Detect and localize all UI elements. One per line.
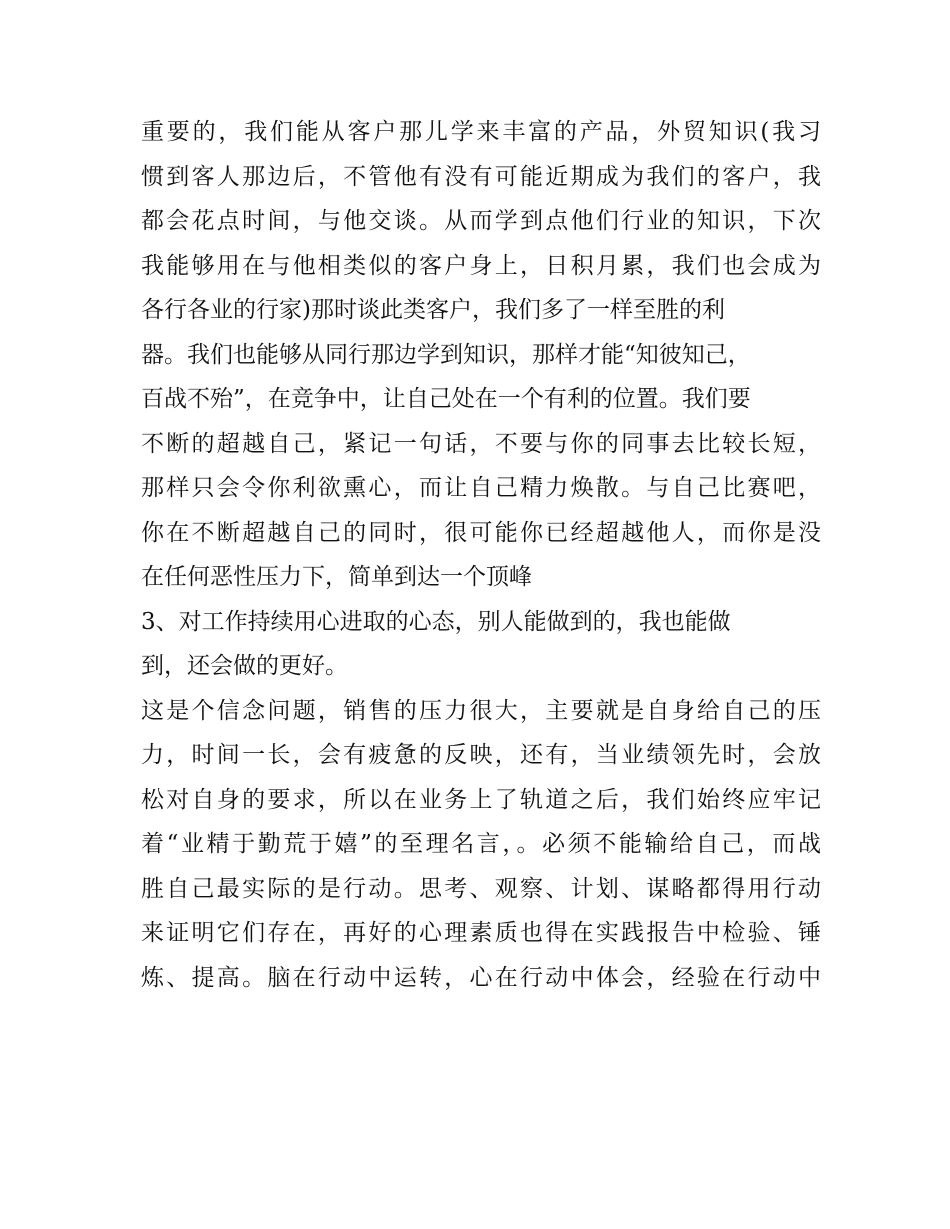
section-heading: 3、对工作持续用心进取的心态，别人能做到的，我也能做 xyxy=(141,608,731,635)
text-line: 来证明它们存在，再好的心理素质也得在实践报告中检验、锤 xyxy=(141,920,821,946)
text-line: 各行各业的行家)那时谈此类客户，我们多了一样至胜的利 xyxy=(141,297,725,323)
text-line: 这是个信念问题，销售的压力很大，主要就是自身给自己的压 xyxy=(141,697,821,724)
body-text xyxy=(141,110,821,1000)
text-line: 惯到客人那边后，不管他有没有可能近期成为我们的客户，我 xyxy=(141,163,821,190)
text-line: 松对自身的要求，所以在业务上了轨道之后，我们始终应牢记 xyxy=(141,786,821,813)
text-line: 你在不断超越自己的同时，很可能你已经超越他人，而你是没 xyxy=(141,519,821,546)
text-line: 重要的，我们能从客户那儿学来丰富的产品，外贸知识(我习 xyxy=(141,119,821,145)
text-line: 百战不殆”，在竞争中，让自己处在一个有利的位置。我们要 xyxy=(141,386,751,412)
text-line: 都会花点时间，与他交谈。从而学到点他们行业的知识，下次 xyxy=(141,208,821,234)
text-line: 力，时间一长，会有疲惫的反映，还有，当业绩领先时，会放 xyxy=(141,742,821,768)
text-line: 胜自己最实际的是行动。思考、观察、计划、谋略都得用行动 xyxy=(141,875,821,902)
text-line: 器。我们也能够从同行那边学到知识，那样才能“知彼知己， xyxy=(141,341,751,368)
text-line: 那样只会令你利欲熏心，而让自己精力焕散。与自己比赛吧， xyxy=(141,475,821,501)
text-line: 着“业精于勤荒于嬉”的至理名言，。必须不能输给自己，而战 xyxy=(141,831,821,857)
section-heading: 到，还会做的更好。 xyxy=(141,653,348,679)
text-line: 我能够用在与他相类似的客户身上，日积月累，我们也会成为 xyxy=(141,252,821,279)
text-line: 在任何恶性压力下，简单到达一个顶峰 xyxy=(141,564,532,590)
text-line: 不断的超越自己，紧记一句话，不要与你的同事去比较长短， xyxy=(141,430,821,457)
text-line: 炼、提高。脑在行动中运转，心在行动中体会，经验在行动中 xyxy=(141,964,821,991)
